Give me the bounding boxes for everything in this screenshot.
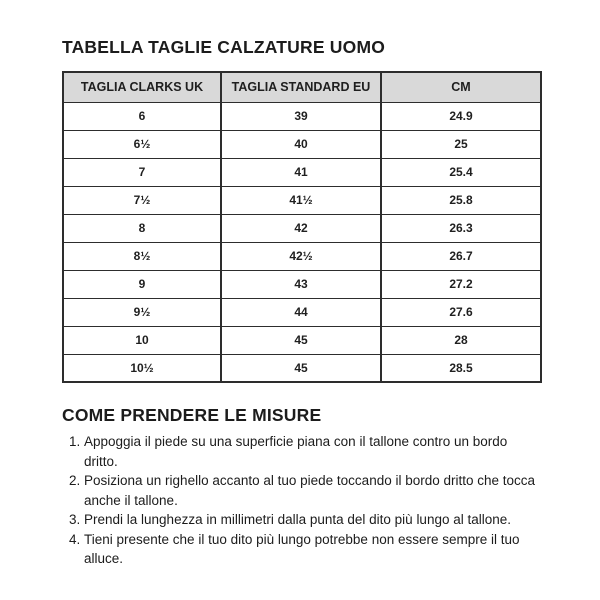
table-row bbox=[63, 298, 541, 326]
column-header-cm: CM bbox=[381, 72, 541, 102]
instructions-title: COME PRENDERE LE MISURE bbox=[62, 405, 322, 425]
table-row bbox=[63, 326, 541, 354]
table-cell: 26.3 bbox=[381, 214, 541, 242]
table-cell: 25.4 bbox=[381, 158, 541, 186]
instruction-number: 2. bbox=[69, 473, 81, 488]
table-cell: 9 bbox=[63, 270, 221, 298]
table-row bbox=[63, 130, 541, 158]
table-row bbox=[63, 102, 541, 130]
table-cell: 27.6 bbox=[381, 298, 541, 326]
table-row bbox=[63, 242, 541, 270]
size-table bbox=[62, 71, 542, 383]
table-cell: 9½ bbox=[63, 298, 221, 326]
instruction-item bbox=[62, 510, 542, 530]
instruction-text: Appoggia il piede su una superficie piana con il tallone contro un bordo dritto. bbox=[84, 434, 508, 469]
table-cell: 27.2 bbox=[381, 270, 541, 298]
instruction-number: 1. bbox=[69, 434, 81, 449]
instruction-number: 3. bbox=[69, 512, 81, 527]
instruction-text: Prendi la lunghezza in millimetri dalla punta del dito più lungo al tallone. bbox=[84, 512, 512, 527]
table-cell: 45 bbox=[221, 354, 381, 382]
table-row bbox=[63, 354, 541, 382]
table-cell: 10 bbox=[63, 326, 221, 354]
table-cell: 24.9 bbox=[381, 102, 541, 130]
table-cell: 42 bbox=[221, 214, 381, 242]
table-row bbox=[63, 158, 541, 186]
column-header-uk: TAGLIA CLARKS UK bbox=[63, 72, 221, 102]
table-cell: 41½ bbox=[221, 186, 381, 214]
table-cell: 45 bbox=[221, 326, 381, 354]
table-row bbox=[63, 186, 541, 214]
table-cell: 6 bbox=[63, 102, 221, 130]
instructions-list bbox=[62, 432, 542, 569]
instruction-text: Tieni presente che il tuo dito più lungo potrebbe non essere sempre il tuo alluce. bbox=[84, 531, 520, 566]
table-row bbox=[63, 270, 541, 298]
table-cell: 25.8 bbox=[381, 186, 541, 214]
table-cell: 28.5 bbox=[381, 354, 541, 382]
table-cell: 43 bbox=[221, 270, 381, 298]
instruction-number: 4. bbox=[69, 531, 81, 547]
table-cell: 10½ bbox=[63, 354, 221, 382]
page-title: TABELLA TAGLIE CALZATURE UOMO bbox=[62, 37, 386, 57]
table-cell: 39 bbox=[221, 102, 381, 130]
instruction-item bbox=[62, 471, 542, 510]
instruction-item bbox=[62, 530, 542, 569]
size-table-header-row bbox=[63, 72, 541, 102]
table-cell: 40 bbox=[221, 130, 381, 158]
instruction-item bbox=[62, 432, 542, 471]
table-cell: 8½ bbox=[63, 242, 221, 270]
table-cell: 41 bbox=[221, 158, 381, 186]
table-cell: 7½ bbox=[63, 186, 221, 214]
column-header-eu: TAGLIA STANDARD EU bbox=[221, 72, 381, 102]
instruction-text: Posiziona un righello accanto al tuo piede toccando il bordo dritto che tocca anche il tallone. bbox=[84, 473, 536, 508]
table-cell: 6½ bbox=[63, 130, 221, 158]
table-row bbox=[63, 214, 541, 242]
table-cell: 42½ bbox=[221, 242, 381, 270]
table-cell: 7 bbox=[63, 158, 221, 186]
table-cell: 44 bbox=[221, 298, 381, 326]
table-cell: 28 bbox=[381, 326, 541, 354]
table-cell: 26.7 bbox=[381, 242, 541, 270]
table-cell: 8 bbox=[63, 214, 221, 242]
table-cell: 25 bbox=[381, 130, 541, 158]
